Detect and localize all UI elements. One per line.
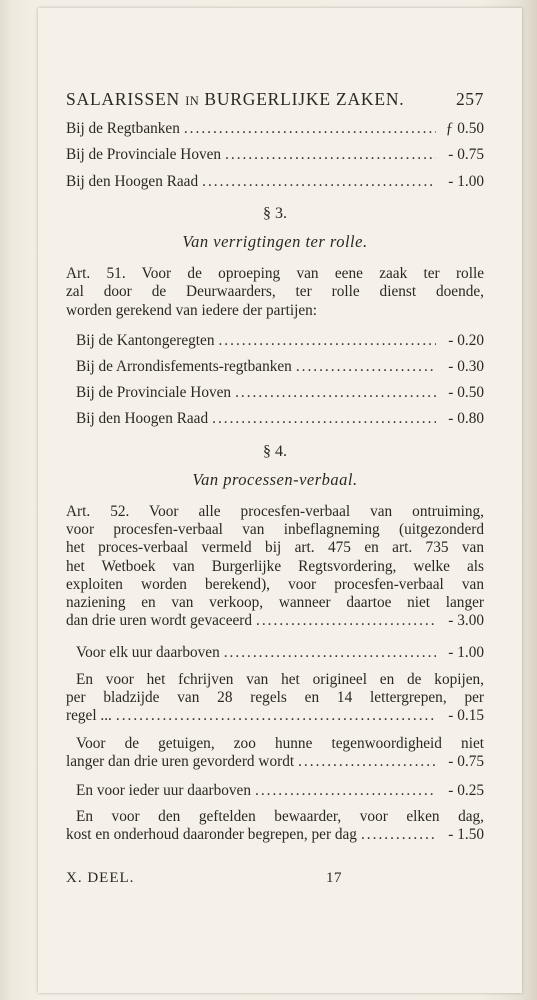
article-51: Art. 51. Voor de oproeping van eene zaak ter rolle zal door de Deurwaarders, ter rolle dienst doende, worden gerekend van iedere der partijen: <box>66 265 484 319</box>
fee-row: Bij de Arrondisfements-regtbanken ..... - 0.30 <box>66 358 484 376</box>
section-4-mark: § 4. <box>263 442 287 460</box>
entry-witnesses: Voor de getuigen, zoo hunne tegenwoordigheid niet langer dan drie uren gevorderd wordt ..... - 0.75 <box>66 735 484 771</box>
leader-dots <box>202 173 436 191</box>
section-3-title: Van verrigtingen ter rolle. <box>182 232 368 252</box>
fee-row: regel ... ..... - 0.15 <box>66 707 484 725</box>
leader-dots <box>298 753 436 771</box>
page-footer <box>66 870 484 887</box>
running-header <box>66 90 484 110</box>
section-3-mark: § 3. <box>263 204 287 222</box>
fee-row: dan drie uren wordt gevaceerd ..... - 3.00 <box>66 612 484 630</box>
fee-row: Bij de Provinciale Hoven ..... - 0.50 <box>66 384 484 402</box>
signature-mark: 17 <box>326 870 342 886</box>
leader-dots <box>225 146 436 164</box>
leader-dots <box>256 612 436 630</box>
book-page <box>38 8 522 993</box>
article-52: Art. 52. Voor alle procesfen-verbaal van ontruiming, voor procesfen-verbaal van inbeflagneming (uitgezonderd het proces-verbaal vermeld bij art. 475 en art. 735 van het Wetboek van Burgerlijke Regtsvordering, welke als exploiten worden berekend), voor procesfen-verbaal van naziening en van verkoop, wanneer daartoe niet langer dan drie uren wordt gevaceerd ..... - 3.00 <box>66 503 484 630</box>
page-number: 257 <box>455 89 484 109</box>
leader-dots <box>116 707 436 725</box>
section-4-title: Van processen-verbaal. <box>192 469 358 489</box>
page-content <box>66 90 484 854</box>
fee-row: Bij de Provinciale Hoven ..... - 0.75 <box>66 146 484 164</box>
leader-dots <box>224 644 436 662</box>
fee-row: En voor ieder uur daarboven ..... - 0.25 <box>66 782 484 800</box>
leader-dots <box>235 384 436 402</box>
leader-dots <box>361 826 436 844</box>
leader-dots <box>255 782 436 800</box>
fee-row: Bij de Kantongeregten ..... - 0.20 <box>66 332 484 350</box>
fee-row: kost en onderhoud daaronder begrepen, per dag ..... - 1.50 <box>66 826 484 844</box>
fee-row: langer dan drie uren gevorderd wordt ..... - 0.75 <box>66 753 484 771</box>
fee-row: Bij den Hoogen Raad ..... - 1.00 <box>66 173 484 191</box>
volume-mark: X. DEEL. <box>66 870 135 886</box>
leader-dots <box>218 332 436 350</box>
fee-row: Voor elk uur daarboven ..... - 1.00 <box>66 644 484 662</box>
leader-dots <box>296 358 436 376</box>
leader-dots <box>184 120 436 138</box>
fee-row: Bij de Regtbanken ..... ƒ 0.50 <box>66 120 484 138</box>
fee-row: Bij den Hoogen Raad ..... - 0.80 <box>66 410 484 428</box>
header-title: SALARISSEN IN BURGERLIJKE ZAKEN. <box>66 89 405 109</box>
entry-guard: En voor den geftelden bewaarder, voor elken dag, kost en onderhoud daaronder begrepen, per dag ..... - 1.50 <box>66 808 484 844</box>
entry-copies: En voor het fchrijven van het origineel en de kopijen, per bladzijde van 28 regels en 14 lettergrepen, per regel ... ..... - 0.15 <box>66 671 484 726</box>
leader-dots <box>212 410 436 428</box>
